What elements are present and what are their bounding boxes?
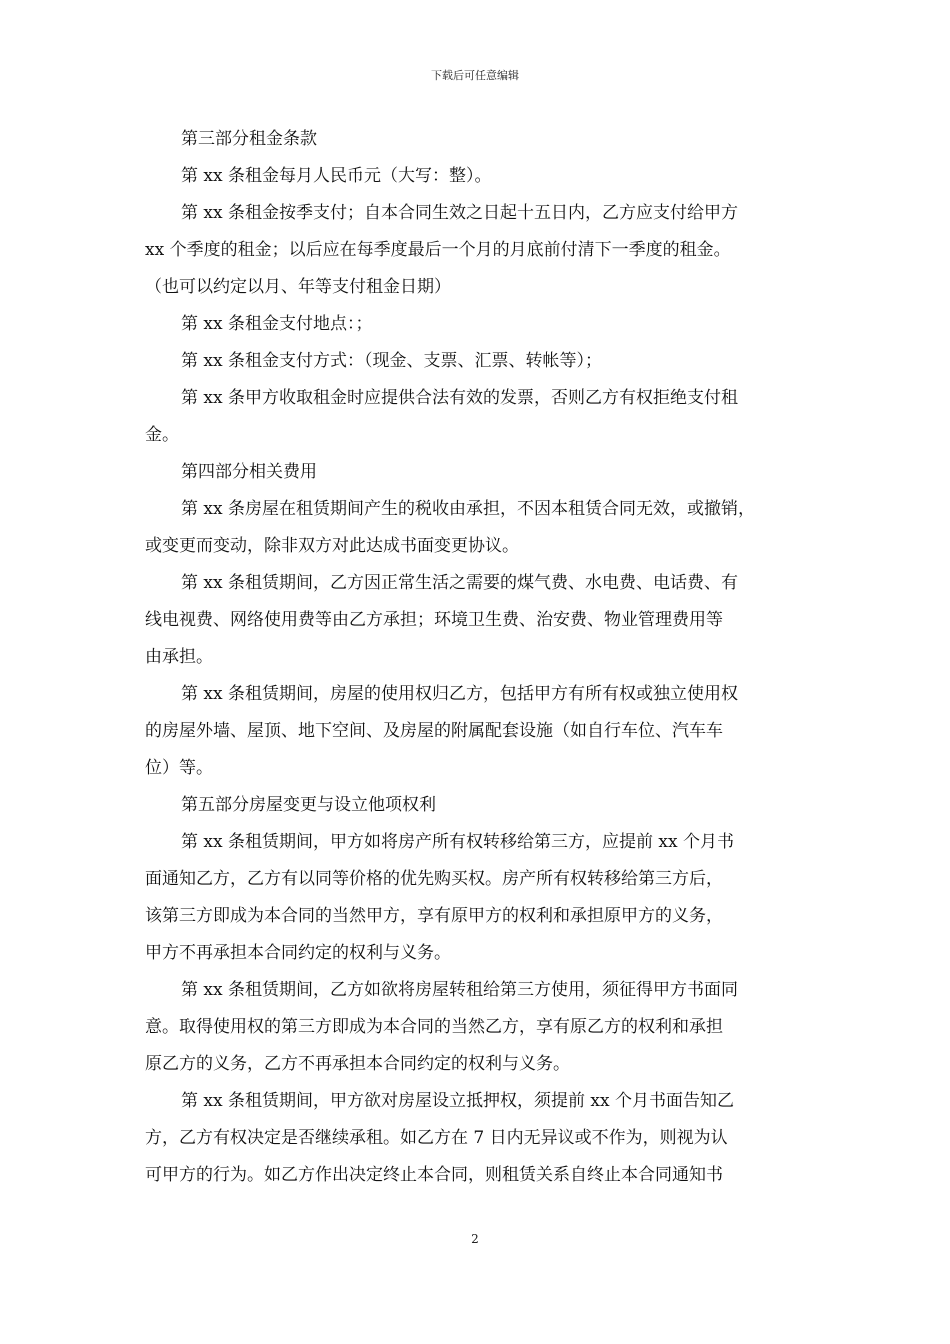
text-line <box>145 454 810 491</box>
text-line-content: 第 xx 条租赁期间，甲方欲对房屋设立抵押权，须提前 xx 个月书面告知乙 <box>181 1091 734 1111</box>
text-line <box>145 861 810 898</box>
text-line-content: 由承担。 <box>145 647 213 667</box>
text-line <box>145 417 810 454</box>
text-line <box>145 306 810 343</box>
text-line <box>145 195 810 232</box>
text-line-content: 该第三方即成为本合同的当然甲方，享有原甲方的权利和承担原甲方的义务， <box>145 906 723 926</box>
text-line-content: 原乙方的义务，乙方不再承担本合同约定的权利与义务。 <box>145 1054 570 1074</box>
page-number: 2 <box>471 1232 479 1246</box>
text-line-content: 第 xx 条甲方收取租金时应提供合法有效的发票，否则乙方有权拒绝支付租 <box>181 388 738 408</box>
text-line <box>145 158 810 195</box>
text-line <box>145 935 810 972</box>
text-line-content: 位）等。 <box>145 758 213 778</box>
text-line <box>145 232 810 269</box>
text-line-content: 第 xx 条租金按季支付；自本合同生效之日起十五日内，乙方应支付给甲方 <box>181 203 738 223</box>
text-line <box>145 602 810 639</box>
text-line-content: 第 xx 条租赁期间，房屋的使用权归乙方，包括甲方有所有权或独立使用权 <box>181 684 738 704</box>
page-header: 下载后可任意编辑 <box>431 69 519 82</box>
text-line-content: 第 xx 条房屋在租赁期间产生的税收由承担，不因本租赁合同无效，或撤销， <box>181 499 755 519</box>
text-line <box>145 824 810 861</box>
text-line-content: 或变更而变动，除非双方对此达成书面变更协议。 <box>145 536 519 556</box>
text-line-content: 可甲方的行为。如乙方作出决定终止本合同，则租赁关系自终止本合同通知书 <box>145 1165 723 1185</box>
text-line <box>145 528 810 565</box>
text-line-content: 第 xx 条租赁期间，乙方如欲将房屋转租给第三方使用，须征得甲方书面同 <box>181 980 738 1000</box>
text-line <box>145 1157 810 1194</box>
text-line <box>145 750 810 787</box>
text-line-content: 面通知乙方，乙方有以同等价格的优先购买权。房产所有权转移给第三方后， <box>145 869 723 889</box>
text-line <box>145 565 810 602</box>
text-line <box>145 676 810 713</box>
text-line <box>145 713 810 750</box>
text-line <box>145 1046 810 1083</box>
text-line <box>145 380 810 417</box>
text-line-content: xx 个季度的租金；以后应在每季度最后一个月的月底前付清下一季度的租金。 <box>145 240 731 260</box>
text-line <box>145 1083 810 1120</box>
text-line <box>145 1009 810 1046</box>
text-line-content: 第 xx 条租金支付方式：（现金、支票、汇票、转帐等）； <box>181 351 602 371</box>
text-line <box>145 343 810 380</box>
text-line-content: 第 xx 条租赁期间，甲方如将房产所有权转移给第三方，应提前 xx 个月书 <box>181 832 734 852</box>
text-line-content: 金。 <box>145 425 179 445</box>
text-line-content: 第 xx 条租金支付地点：； <box>181 314 373 334</box>
text-line-content: 第 xx 条租赁期间，乙方因正常生活之需要的煤气费、水电费、电话费、有 <box>181 573 738 593</box>
text-line-content: 第四部分相关费用 <box>181 462 317 482</box>
document-body <box>145 121 810 1194</box>
text-line-content: 方，乙方有权决定是否继续承租。如乙方在 7 日内无异议或不作为，则视为认 <box>145 1128 728 1148</box>
text-line <box>145 1120 810 1157</box>
text-line <box>145 121 810 158</box>
text-line-content: 意。取得使用权的第三方即成为本合同的当然乙方，享有原乙方的权利和承担 <box>145 1017 723 1037</box>
text-line <box>145 787 810 824</box>
text-line <box>145 269 810 306</box>
text-line-content: 甲方不再承担本合同约定的权利与义务。 <box>145 943 451 963</box>
text-line-content: 第三部分租金条款 <box>181 129 317 149</box>
text-line-content: （也可以约定以月、年等支付租金日期） <box>145 277 451 297</box>
text-line-content: 线电视费、网络使用费等由乙方承担；环境卫生费、治安费、物业管理费用等 <box>145 610 723 630</box>
text-line-content: 的房屋外墙、屋顶、地下空间、及房屋的附属配套设施（如自行车位、汽车车 <box>145 721 723 741</box>
text-line <box>145 898 810 935</box>
text-line-content: 第 xx 条租金每月人民币元（大写：整）。 <box>181 166 492 186</box>
text-line <box>145 491 810 528</box>
text-line-content: 第五部分房屋变更与设立他项权利 <box>181 795 436 815</box>
text-line <box>145 972 810 1009</box>
text-line <box>145 639 810 676</box>
